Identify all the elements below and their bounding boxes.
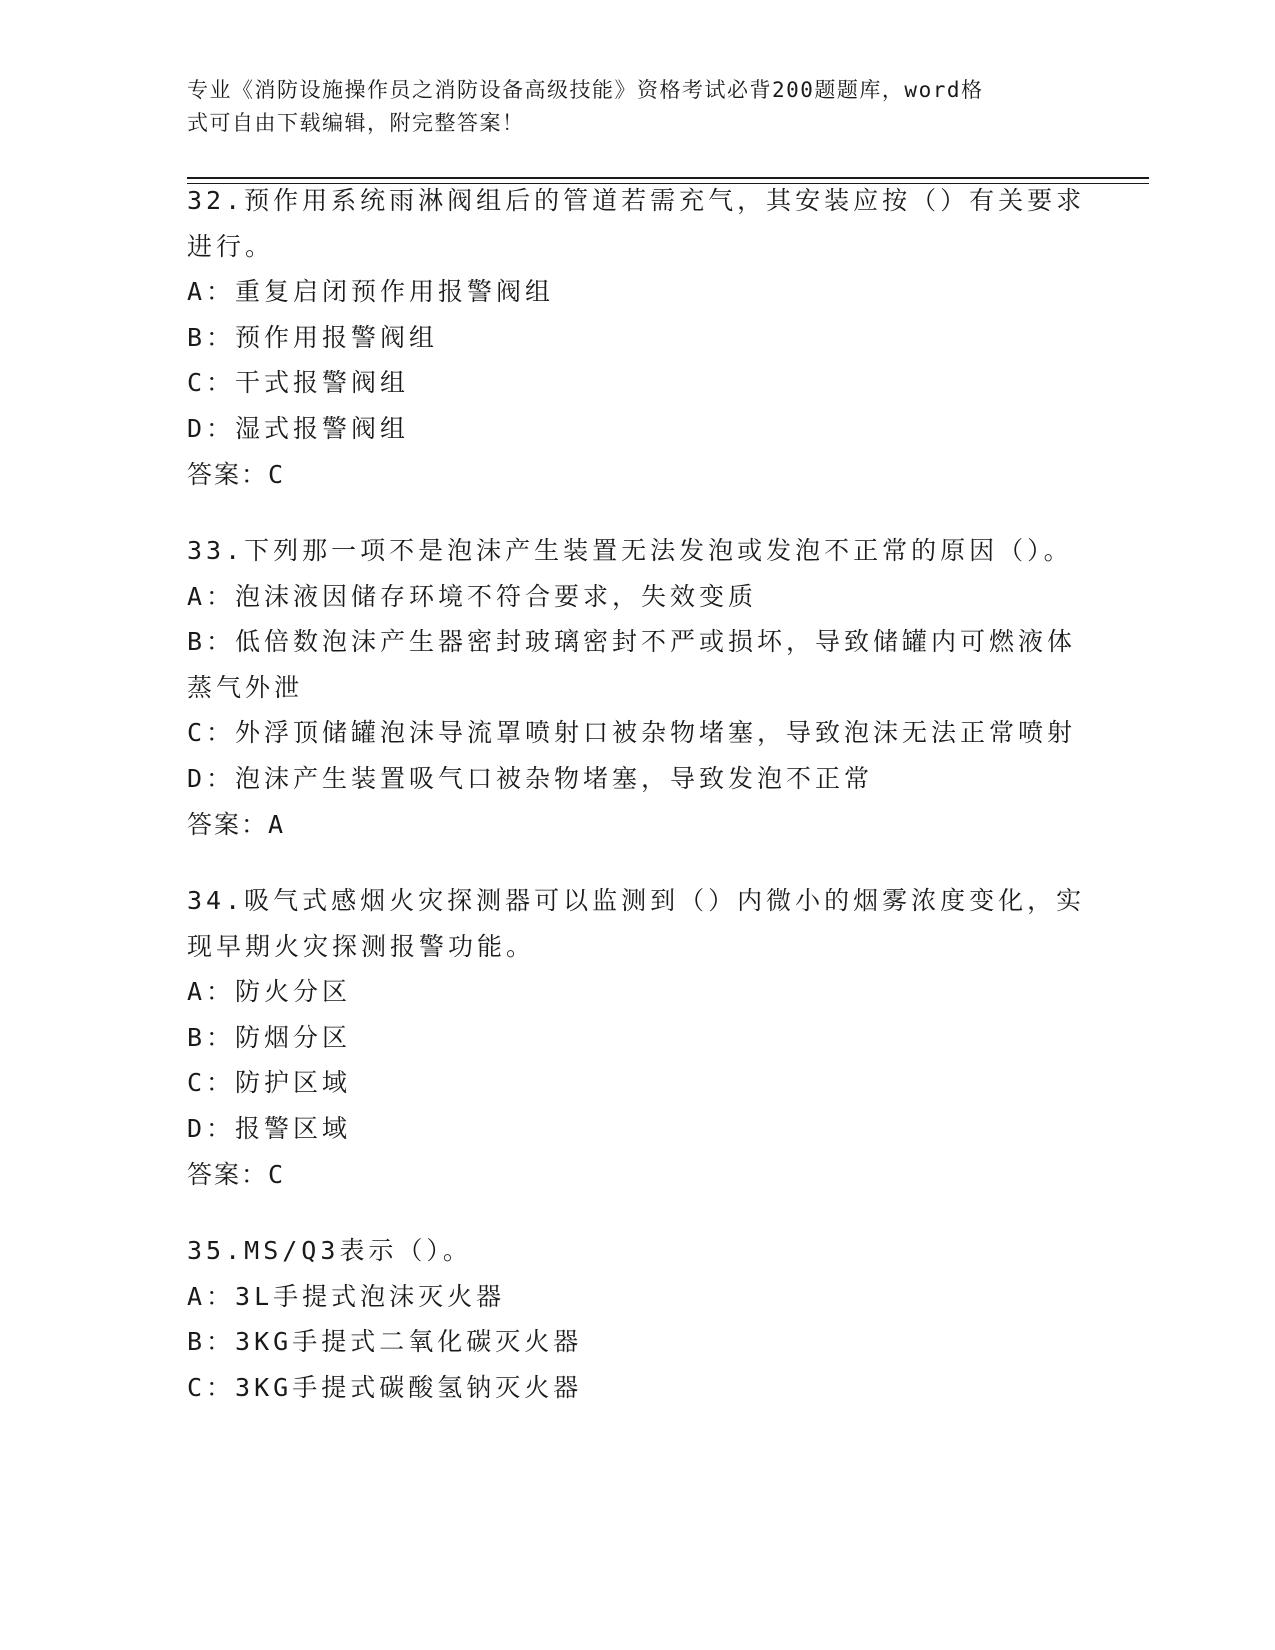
option-b-continuation: 蒸气外泄 xyxy=(187,672,304,702)
question-35 xyxy=(187,1228,1087,1410)
question-stem-line: 33.下列那一项不是泡沫产生装置无法发泡或发泡不正常的原因（）。 xyxy=(187,536,1073,565)
question-stem-line: 进行。 xyxy=(187,231,275,261)
answer-line: 答案：C xyxy=(187,459,286,489)
option-b: B：预作用报警阀组 xyxy=(187,322,439,352)
option-a: A：泡沫液因储存环境不符合要求，失效变质 xyxy=(187,581,758,611)
option-c: C：外浮顶储罐泡沫导流罩喷射口被杂物堵塞，导致泡沫无法正常喷射 xyxy=(187,718,1077,748)
question-stem-line: 35.MS/Q3表示（）。 xyxy=(187,1236,472,1265)
question-stem-line: 现早期火灾探测报警功能。 xyxy=(187,931,536,961)
option-c: C：干式报警阀组 xyxy=(187,368,410,398)
option-b: B：防烟分区 xyxy=(187,1022,352,1052)
option-d: D：报警区域 xyxy=(187,1113,352,1143)
option-d: D：湿式报警阀组 xyxy=(187,413,410,443)
option-c: C：防护区域 xyxy=(187,1068,352,1098)
option-a: A：重复启闭预作用报警阀组 xyxy=(187,277,555,307)
option-a: A：防火分区 xyxy=(187,977,352,1007)
answer-line: 答案：A xyxy=(187,809,286,839)
option-c: C：3KG手提式碳酸氢钠灭火器 xyxy=(187,1372,583,1402)
header-line-1: 专业《消防设施操作员之消防设备高级技能》资格考试必背200题题库，word格 xyxy=(187,78,984,102)
answer-line: 答案：C xyxy=(187,1159,286,1189)
question-34 xyxy=(187,878,1087,1197)
question-33 xyxy=(187,528,1087,847)
option-d: D：泡沫产生装置吸气口被杂物堵塞，导致发泡不正常 xyxy=(187,763,874,793)
option-b: B：低倍数泡沫产生器密封玻璃密封不严或损坏，导致储罐内可燃液体 xyxy=(187,627,1077,657)
option-a: A：3L手提式泡沫灭火器 xyxy=(187,1281,506,1311)
question-stem-line: 34.吸气式感烟火灾探测器可以监测到（）内微小的烟雾浓度变化，实 xyxy=(187,886,1086,915)
header-line-2: 式可自由下载编辑，附完整答案！ xyxy=(187,111,525,135)
option-b: B：3KG手提式二氧化碳灭火器 xyxy=(187,1327,583,1357)
question-32 xyxy=(187,178,1087,497)
question-stem-line: 32.预作用系统雨淋阀组后的管道若需充气，其安装应按（）有关要求 xyxy=(187,186,1086,215)
document-header xyxy=(187,74,1067,140)
